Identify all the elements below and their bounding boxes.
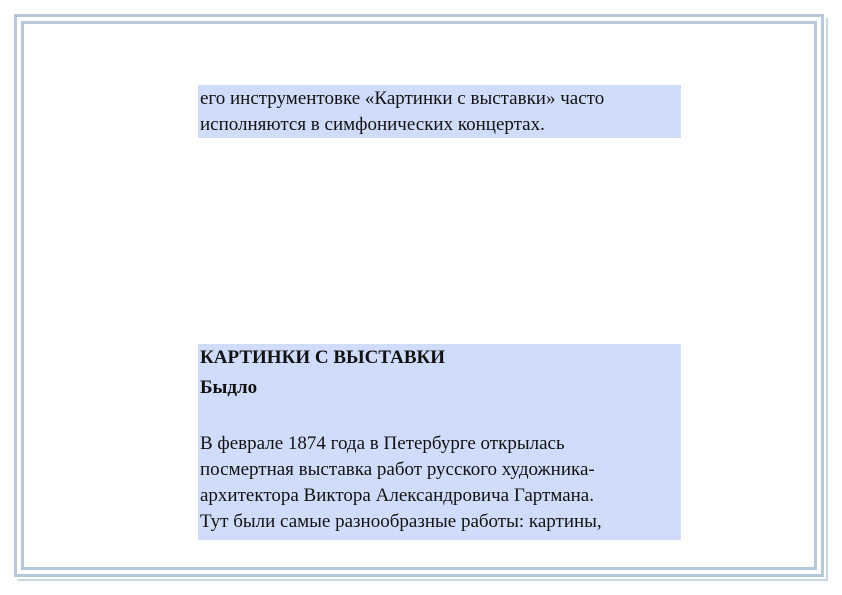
text-line: его инструментовке «Картинки с выставки» часто	[200, 88, 605, 109]
paragraph-line: посмертная выставка работ русского художника-	[200, 459, 595, 480]
text-line: исполняются в симфонических концертах.	[200, 114, 545, 135]
paragraph-line: В феврале 1874 года в Петербурге открылась	[200, 433, 565, 454]
section-subtitle: Быдло	[200, 377, 258, 398]
paragraph-gap	[200, 401, 681, 431]
text-block-continuation	[198, 85, 681, 138]
text-block-section	[198, 344, 681, 540]
paragraph-line: архитектора Виктора Александровича Гартмана.	[200, 485, 594, 506]
paragraph-line: Тут были самые разнообразные работы: картины,	[200, 511, 602, 532]
section-title: КАРТИНКИ С ВЫСТАВКИ	[200, 347, 446, 368]
